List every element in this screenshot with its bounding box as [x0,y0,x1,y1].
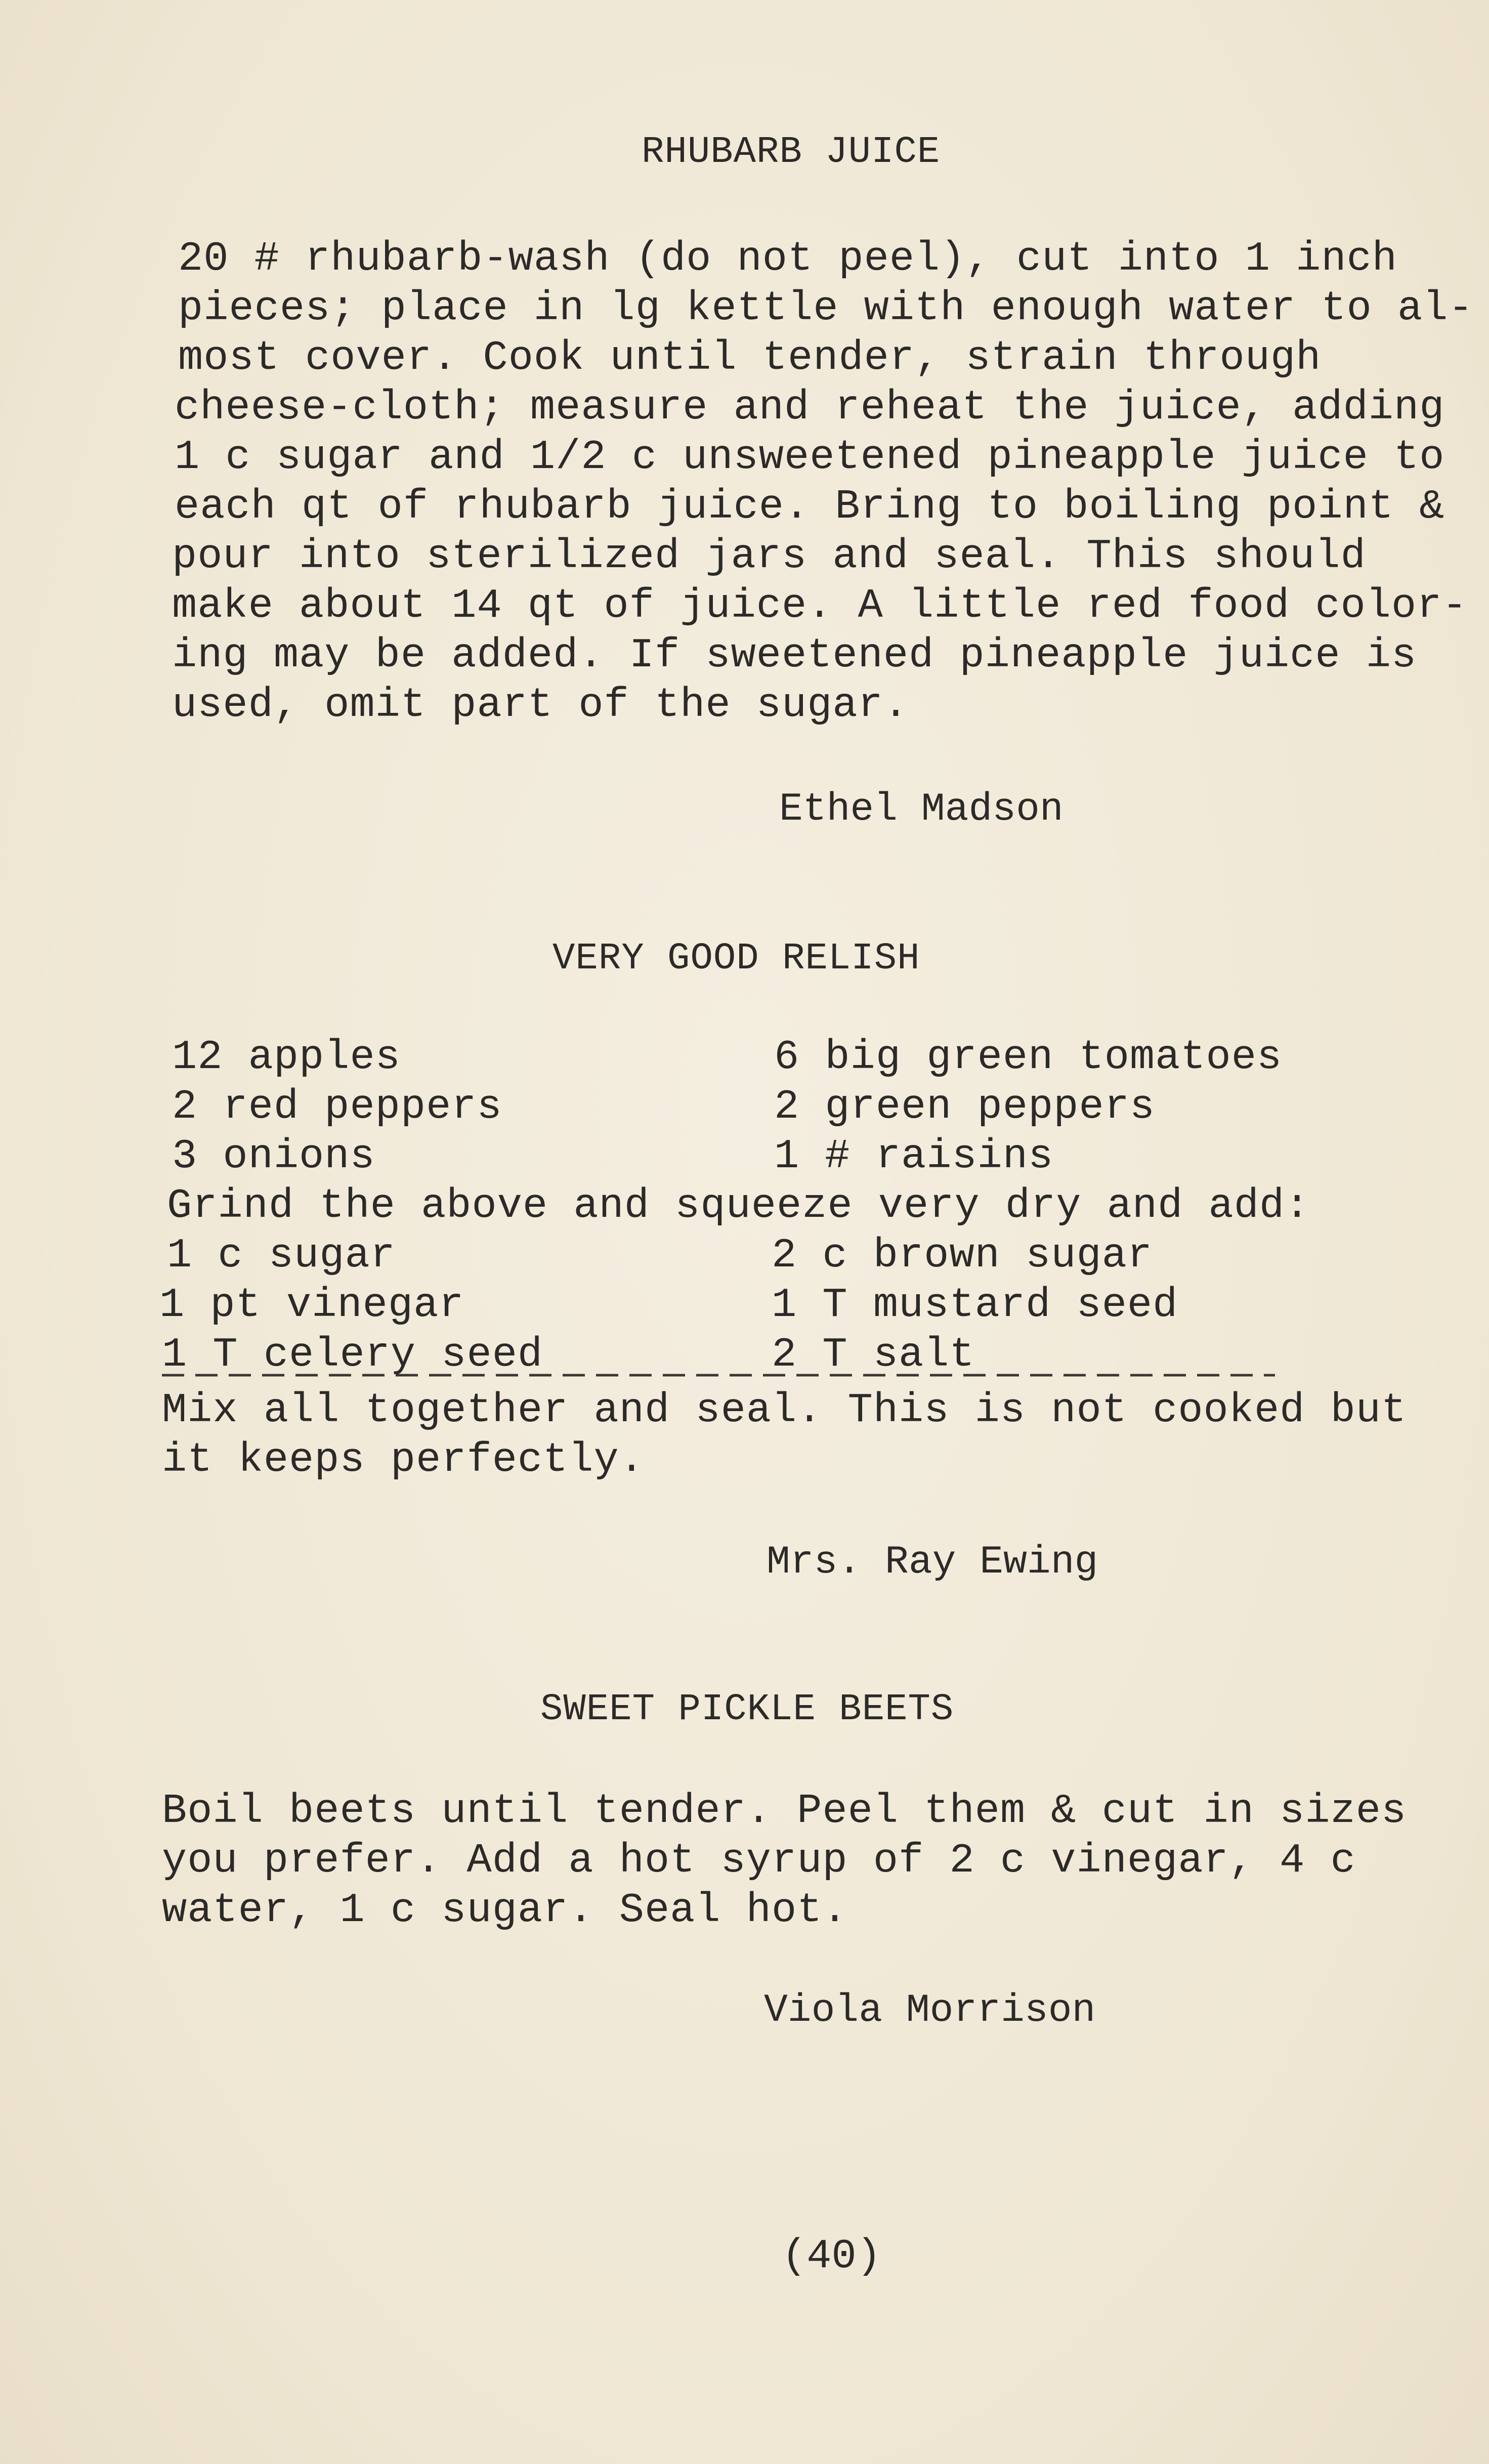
recipe-line: water, 1 c sugar. Seal hot. [162,1887,848,1934]
recipe-title-very-good-relish: VERY GOOD RELISH [552,938,920,980]
recipe-title-rhubarb-juice: RHUBARB JUICE [642,131,941,174]
addition-right: 2 T salt [772,1331,975,1378]
recipe-line: 1 c sugar and 1/2 c unsweetened pineapple juice to [175,434,1445,481]
recipe-line: cheese-cloth; measure and reheat the juice, adding [175,384,1445,431]
recipe-author: Viola Morrison [764,1988,1096,2033]
recipe-line: ing may be added. If sweetened pineapple juice is [172,632,1417,679]
page-number: (40) [782,2233,881,2280]
ingredient-left: 2 red peppers [172,1083,502,1130]
ingredient-right: 2 green peppers [774,1083,1156,1130]
addition-right: 1 T mustard seed [772,1282,1178,1329]
recipe-line: make about 14 qt of juice. A little red food color- [172,582,1468,629]
recipe-line: pieces; place in lg kettle with enough water to al- [178,285,1474,332]
addition-left: 1 T celery seed [162,1331,543,1378]
ingredient-right: 6 big green tomatoes [774,1034,1283,1081]
recipe-author: Ethel Madson [779,787,1063,832]
addition-left: 1 c sugar [167,1232,396,1279]
relish-closing-line: Mix all together and seal. This is not cooked but [162,1387,1407,1434]
recipe-line: you prefer. Add a hot syrup of 2 c vinegar, 4 c [162,1837,1356,1884]
recipe-line: pour into sterilized jars and seal. This should [172,533,1366,580]
relish-instruction: Grind the above and squeeze very dry and add: [167,1182,1310,1229]
recipe-line: each qt of rhubarb juice. Bring to boiling point & [175,483,1445,530]
recipe-line: 20 # rhubarb-wash (do not peel), cut into 1 inch [178,235,1397,282]
relish-closing-line: it keeps perfectly. [162,1436,645,1483]
recipe-line: used, omit part of the sugar. [172,682,909,729]
recipe-line: most cover. Cook until tender, strain through [178,334,1322,381]
recipe-author: Mrs. Ray Ewing [767,1540,1098,1585]
ingredient-left: 12 apples [172,1034,401,1081]
typed-dash-line [162,1369,1275,1384]
recipe-title-sweet-pickle-beets: SWEET PICKLE BEETS [540,1688,954,1731]
addition-left: 1 pt vinegar [159,1282,464,1329]
addition-right: 2 c brown sugar [772,1232,1153,1279]
ingredient-left: 3 onions [172,1133,375,1180]
recipe-line: Boil beets until tender. Peel them & cut in sizes [162,1788,1407,1835]
ingredient-right: 1 # raisins [774,1133,1054,1180]
